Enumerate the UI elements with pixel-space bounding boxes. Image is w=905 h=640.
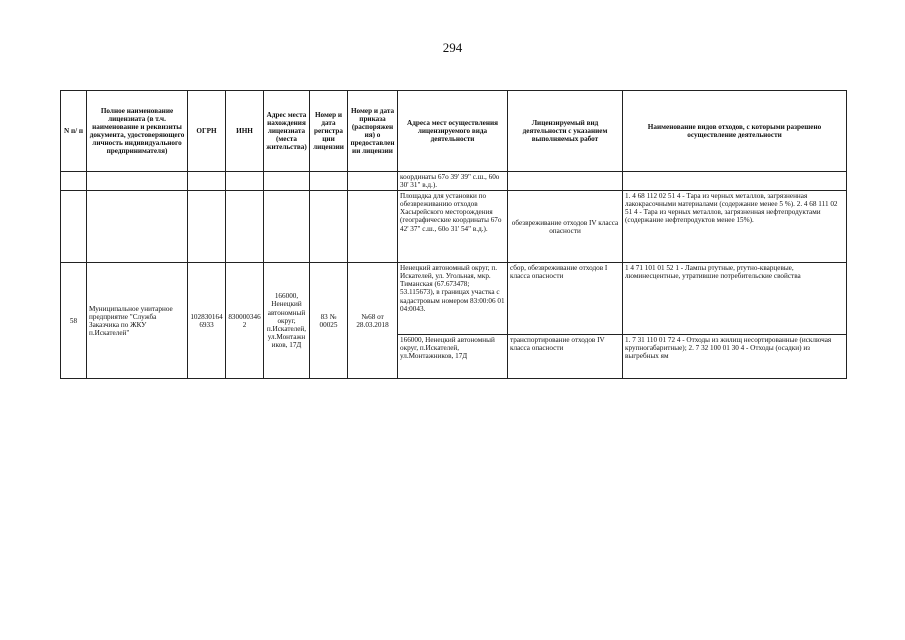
header-activity: Лицензируемый вид деятельности с указанием выполняемых работ (508, 91, 623, 172)
cell-waste (623, 172, 847, 191)
cell-place: координаты 67о 39' 39" с.ш., 60о 30' 31" в.д.). (398, 172, 508, 191)
table-row (61, 263, 847, 335)
cell-activity: сбор, обезвреживание отходов I класса опасности (508, 263, 623, 335)
cell-activity: транспортирование отходов IV класса опасности (508, 335, 623, 379)
cell-num: 58 (61, 263, 87, 379)
cell-order: №68 от 28.03.2018 (348, 263, 398, 379)
header-waste: Наименование видов отходов, с которыми разрешено осуществление деятельности (623, 91, 847, 172)
table-row (61, 191, 847, 263)
header-inn: ИНН (226, 91, 264, 172)
cell-inn: 8300003462 (226, 263, 264, 379)
header-address: Адрес места нахождения лицензиата (места жительства) (264, 91, 310, 172)
cell-ogrn: 1028301646933 (188, 263, 226, 379)
cell-reg: 83 № 00025 (310, 263, 348, 379)
header-ogrn: ОГРН (188, 91, 226, 172)
header-row (61, 91, 847, 172)
cell-waste: 1 4 71 101 01 52 1 - Лампы ртутные, ртутно-кварцевые, люминесцентные, утратившие потребительские свойства (623, 263, 847, 335)
cell-activity: обезвреживание отходов IV класса опасности (508, 191, 623, 263)
cell-place: Площадка для установки по обезвреживанию отходов Хасырейского месторождения (географические координаты 67о 42' 37" с.ш., 60о 31' 54" в.д.). (398, 191, 508, 263)
cell-address: 166000, Ненецкий автономный округ, п.Искателей, ул.Монтажников, 17Д (264, 263, 310, 379)
header-order: Номер и дата приказа (распоряжения) о предоставлении лицензии (348, 91, 398, 172)
cell-activity (508, 172, 623, 191)
cell-waste: 1. 4 68 112 02 51 4 - Тара из черных металлов, загрязненная лакокрасочными материалами (содержание менее 5 %). 2. 4 68 111 02 51 4 - Тара из черных металлов, загрязненная нефтепродуктами (содержание нефтепродуктов менее 15%). (623, 191, 847, 263)
header-name: Полное наименование лицензиата (в т.ч. наименование и реквизиты документа, удостоверяющего личность индивидуального предпринимателя) (87, 91, 188, 172)
cell-place: 166000, Ненецкий автономный округ, п.Искателей, ул.Монтажников, 17Д (398, 335, 508, 379)
cell-waste: 1. 7 31 110 01 72 4 - Отходы из жилищ несортированные (исключая крупногабаритные); 2. 7 32 100 01 30 4 - Отходы (осадки) из выгребных ям (623, 335, 847, 379)
header-num: N п/ п (61, 91, 87, 172)
page-number: 294 (442, 40, 463, 55)
header-places: Адреса мест осуществления лицензируемого вида деятельности (398, 91, 508, 172)
table-row (61, 172, 847, 191)
license-registry-table (60, 90, 847, 379)
cell-name: Муниципальное унитарное предприятие "Служба Заказчика по ЖКУ п.Искателей" (87, 263, 188, 379)
cell-place: Ненецкий автономный округ, п. Искателей, ул. Угольная, мкр. Тиманская (67.673478; 53.115673), в границах участка с кадастровым номером 83:00:06 01 04:0043. (398, 263, 508, 335)
header-reg: Номер и дата регистрации лицензии (310, 91, 348, 172)
